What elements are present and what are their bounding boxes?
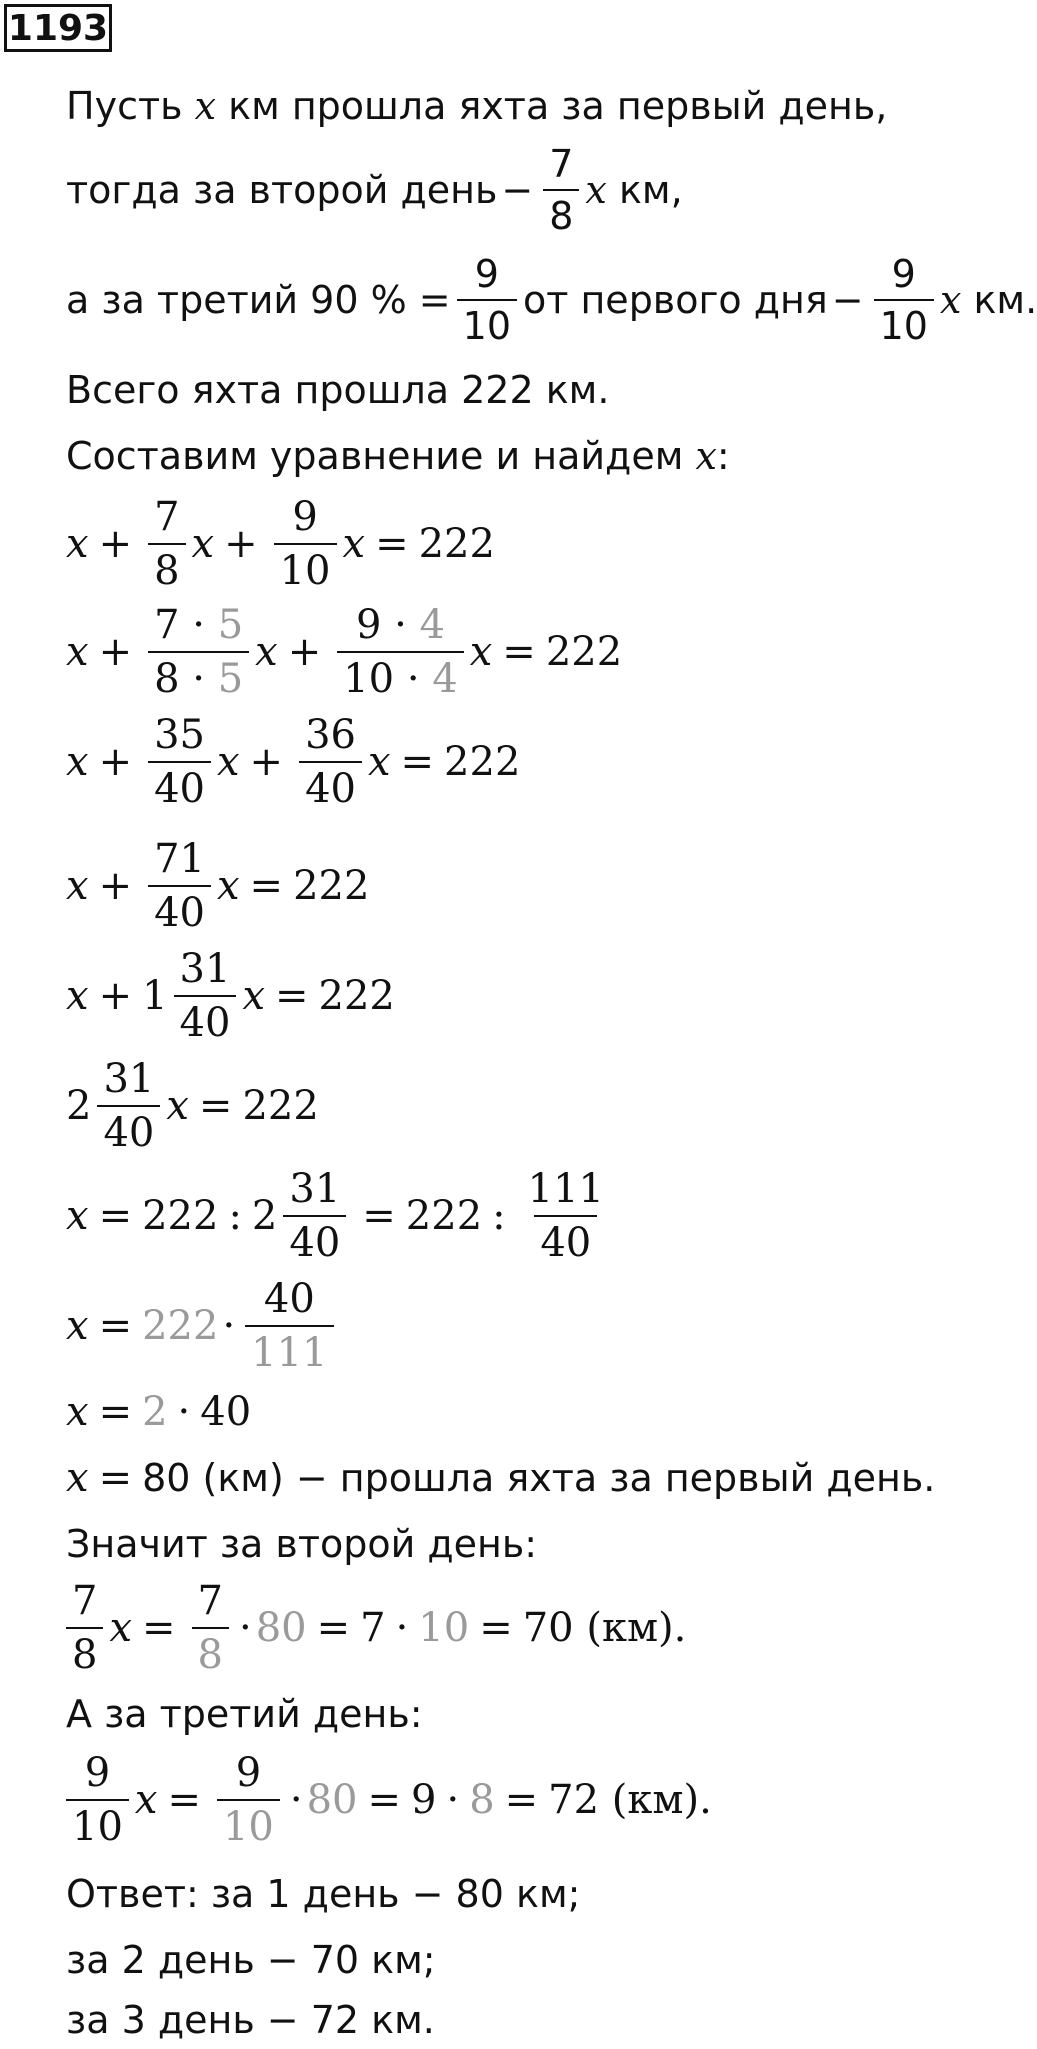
intro-text: а за третий 90 % = <box>66 278 451 322</box>
intro-text: км. <box>973 278 1037 322</box>
numerator: 36 <box>305 712 356 758</box>
variable-x: x <box>216 863 240 909</box>
denominator: 40 <box>148 761 211 809</box>
numerator: 7 <box>154 494 180 540</box>
equation-line-9 <box>66 1384 950 1440</box>
variable-x: x <box>585 168 607 212</box>
variable-x: x <box>66 973 89 1019</box>
denominator: 8 <box>543 189 579 235</box>
dot: · <box>238 1605 252 1651</box>
fraction <box>97 1056 160 1156</box>
variable-x: x <box>66 1303 89 1349</box>
intro-text: : <box>716 434 730 478</box>
denominator: 10 <box>66 1799 129 1847</box>
numerator: 111 <box>527 1166 604 1212</box>
heading-text: А за третий день: <box>66 1692 423 1736</box>
equals-sign: = <box>362 1193 396 1239</box>
denominator: 40 <box>97 1105 160 1153</box>
dot: · <box>394 602 407 648</box>
fraction <box>174 946 237 1046</box>
equals-sign: = <box>98 1193 133 1239</box>
dot: · <box>192 656 205 702</box>
intro-text: от первого дня <box>523 278 828 322</box>
intro-line-5 <box>66 428 950 484</box>
equals-sign: = <box>98 1455 133 1501</box>
intro-line-3 <box>66 250 1037 350</box>
plus-sign: + <box>249 739 284 785</box>
dot: · <box>395 1605 409 1651</box>
equation-line-3 <box>66 712 950 812</box>
variable-x: x <box>367 739 391 785</box>
equation-line-1 <box>66 494 950 594</box>
denominator: 10 <box>217 1799 280 1847</box>
dot: · <box>289 1777 303 1823</box>
cancelled-number: 222 <box>142 1303 219 1349</box>
cancelled-number: 80 <box>306 1777 358 1823</box>
answer-text: за 2 день − 70 км; <box>66 1938 436 1982</box>
intro-text: Пусть <box>66 84 183 128</box>
plus-sign: + <box>98 863 133 909</box>
denominator: 40 <box>534 1215 597 1263</box>
equation-line-4 <box>66 836 950 936</box>
scale-factor: 4 <box>419 602 445 648</box>
plus-sign: + <box>98 629 133 675</box>
answer-text: за 3 день − 72 км. <box>66 1998 435 2042</box>
variable-x: x <box>66 629 89 675</box>
equals-sign: = <box>316 1605 351 1651</box>
answer-line-1 <box>66 1866 950 1922</box>
scale-factor: 4 <box>432 656 458 702</box>
plus-sign: + <box>224 521 258 567</box>
divide-sign: : <box>228 1193 242 1239</box>
numerator: 71 <box>154 836 205 882</box>
denominator: 111 <box>245 1325 333 1373</box>
number: 222 <box>242 1083 319 1129</box>
fraction <box>274 494 337 594</box>
numerator <box>350 602 451 651</box>
number: 9 <box>355 602 382 648</box>
equals-sign: = <box>502 629 536 675</box>
cancelled-number: 2 <box>142 1389 168 1435</box>
plus-sign: + <box>287 629 322 675</box>
number: 222 <box>418 521 495 567</box>
whole-part: 1 <box>142 973 168 1019</box>
fraction <box>874 252 934 348</box>
equals-sign: = <box>198 1083 233 1129</box>
number: 40 <box>200 1389 252 1435</box>
variable-x: x <box>191 521 215 567</box>
plus-sign: + <box>98 973 133 1019</box>
variable-x: x <box>66 1193 89 1239</box>
variable-x: x <box>109 1605 133 1651</box>
equation-line-7 <box>66 1166 950 1266</box>
fraction <box>148 712 211 812</box>
fraction <box>148 836 211 936</box>
denominator <box>337 651 464 702</box>
fraction <box>148 602 249 702</box>
intro-line-1 <box>66 78 950 134</box>
variable-x: x <box>66 521 89 567</box>
intro-text: км прошла яхта за первый день, <box>228 84 888 128</box>
equals-sign: = <box>375 521 409 567</box>
whole-part: 2 <box>66 1083 92 1129</box>
fraction <box>148 494 185 594</box>
variable-x: x <box>216 739 240 785</box>
numerator: 31 <box>289 1166 341 1212</box>
denominator: 40 <box>299 761 362 809</box>
intro-line-2 <box>66 140 950 240</box>
equation-line-6 <box>66 1056 950 1156</box>
variable-x: x <box>194 84 217 128</box>
cancelled-number: 80 <box>255 1605 307 1651</box>
number: 222 <box>405 1193 483 1239</box>
dot: · <box>177 1389 191 1435</box>
denominator: 40 <box>283 1215 346 1263</box>
number: 7 <box>154 602 180 648</box>
dot: · <box>222 1303 236 1349</box>
denominator: 40 <box>174 995 237 1043</box>
fraction <box>192 1578 229 1678</box>
variable-x: x <box>255 629 278 675</box>
cancelled-number: 8 <box>469 1777 495 1823</box>
numerator: 35 <box>154 712 205 758</box>
result-text: 80 (км) − прошла яхта за первый день. <box>142 1456 936 1500</box>
fraction <box>66 1750 129 1850</box>
dot: · <box>192 602 205 648</box>
result-value: 70 (км). <box>522 1605 687 1651</box>
mixed-number <box>251 1166 352 1266</box>
fraction <box>543 142 579 238</box>
numerator: 31 <box>103 1056 155 1102</box>
denominator: 10 <box>274 543 337 591</box>
variable-x: x <box>66 1389 89 1435</box>
equals-sign: = <box>400 739 435 785</box>
variable-x: x <box>939 278 962 322</box>
number: 222 <box>545 629 623 675</box>
equals-sign: = <box>249 863 284 909</box>
numerator: 9 <box>235 1750 262 1796</box>
variable-x: x <box>469 629 493 675</box>
equation-line-2 <box>66 600 950 704</box>
intro-text: км, <box>618 168 683 212</box>
answer-text: Ответ: за 1 день − 80 км; <box>66 1872 581 1916</box>
numerator: 31 <box>179 946 231 992</box>
third-day-calc <box>66 1750 950 1850</box>
equals-sign: = <box>142 1605 176 1651</box>
numerator: 7 <box>197 1578 223 1624</box>
equals-sign: = <box>479 1605 513 1651</box>
number: 8 <box>154 656 180 702</box>
denominator: 10 <box>874 299 934 345</box>
plus-sign: + <box>98 739 133 785</box>
fraction <box>66 1578 103 1678</box>
numerator: 9 <box>84 1750 111 1796</box>
variable-x: x <box>342 521 366 567</box>
result-value: 72 (км). <box>548 1777 712 1823</box>
mixed-number <box>66 1056 166 1156</box>
task-number-box <box>4 4 112 52</box>
number: 10 <box>343 656 395 702</box>
denominator: 8 <box>148 543 185 591</box>
plus-sign: + <box>98 521 133 567</box>
variable-x: x <box>134 1777 158 1823</box>
denominator: 8 <box>66 1627 103 1675</box>
fraction <box>522 1166 610 1266</box>
numerator: 40 <box>263 1276 315 1322</box>
answer-line-3 <box>66 1992 950 2048</box>
denominator: 8 <box>192 1627 229 1675</box>
cancelled-number: 10 <box>418 1605 470 1651</box>
numerator: 9 <box>474 252 499 296</box>
equation-line-5 <box>66 946 950 1046</box>
numerator: 7 <box>549 142 574 186</box>
fraction <box>337 602 464 702</box>
dot: · <box>446 1777 460 1823</box>
whole-part: 2 <box>251 1193 278 1239</box>
variable-x: x <box>66 863 89 909</box>
equals-sign: = <box>504 1777 539 1823</box>
numerator <box>148 602 249 651</box>
variable-x: x <box>166 1083 189 1129</box>
numerator: 7 <box>72 1578 98 1624</box>
fraction <box>217 1750 280 1850</box>
denominator: 10 <box>457 299 517 345</box>
variable-x: x <box>66 739 89 785</box>
numerator: 9 <box>292 494 318 540</box>
variable-x: x <box>695 434 717 478</box>
heading-text: Значит за второй день: <box>66 1522 538 1566</box>
mixed-number <box>142 946 242 1046</box>
dash: − <box>501 168 534 212</box>
equation-line-8 <box>66 1276 950 1376</box>
fraction <box>299 712 362 812</box>
denominator: 40 <box>148 885 211 933</box>
denominator <box>148 651 249 702</box>
task-number: 1193 <box>7 7 109 49</box>
equals-sign: = <box>167 1777 201 1823</box>
number: 9 <box>411 1777 437 1823</box>
variable-x: x <box>66 1455 89 1501</box>
second-day-heading <box>66 1516 950 1572</box>
intro-line-4 <box>66 362 950 418</box>
scale-factor: 5 <box>217 602 244 648</box>
variable-x: x <box>242 973 265 1019</box>
fraction <box>457 252 517 348</box>
number: 222 <box>318 973 395 1019</box>
number: 7 <box>360 1605 386 1651</box>
intro-text: Всего яхта прошла 222 км. <box>66 368 610 412</box>
equals-sign: = <box>275 973 309 1019</box>
fraction <box>283 1166 346 1266</box>
scale-factor: 5 <box>217 656 244 702</box>
number: 222 <box>293 863 370 909</box>
equals-sign: = <box>98 1303 133 1349</box>
intro-text: Составим уравнение и найдем <box>66 434 684 478</box>
dash: − <box>831 278 864 322</box>
numerator: 9 <box>891 252 916 296</box>
equals-sign: = <box>98 1389 133 1435</box>
number: 222 <box>142 1193 219 1239</box>
answer-line-2 <box>66 1932 950 1988</box>
intro-text: тогда за второй день <box>66 168 498 212</box>
number: 222 <box>444 739 521 785</box>
divide-sign: : <box>492 1193 506 1239</box>
third-day-heading <box>66 1686 950 1742</box>
result-line <box>66 1450 950 1506</box>
dot: · <box>406 656 420 702</box>
second-day-calc <box>66 1578 950 1678</box>
equals-sign: = <box>367 1777 402 1823</box>
fraction <box>245 1276 333 1376</box>
